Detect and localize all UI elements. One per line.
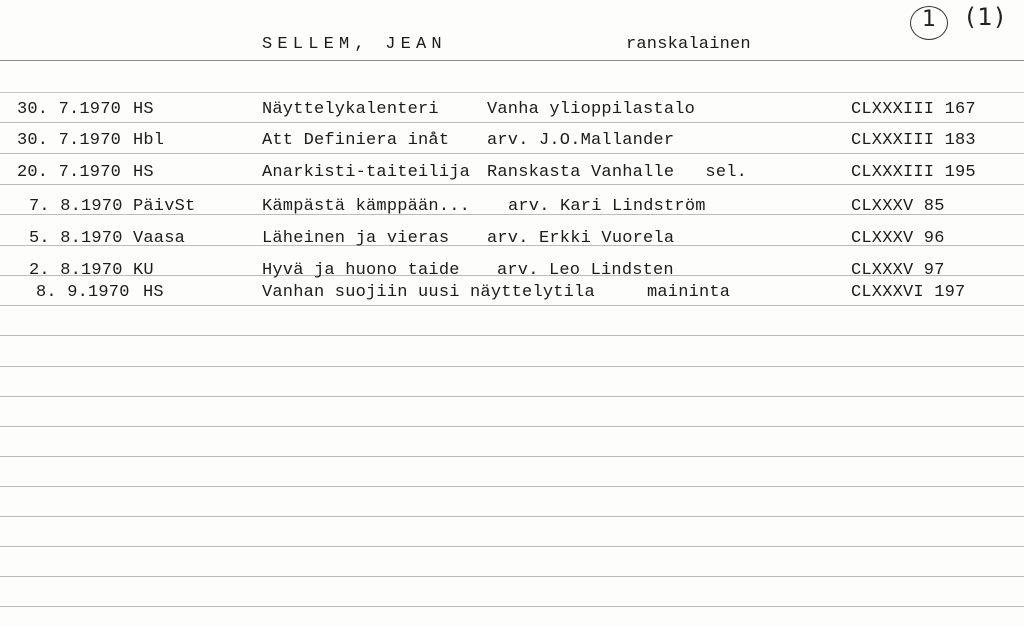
entry-source: PäivSt: [133, 197, 196, 216]
ruled-line: [0, 516, 1024, 517]
entry-title: Vanhan suojiin uusi näyttelytila: [262, 283, 595, 302]
entry-reference: CLXXXV 97: [851, 261, 945, 280]
header-rule: [0, 60, 1024, 61]
entry-note: arv. Erkki Vuorela: [487, 229, 675, 248]
entry-reference: CLXXXIII 195: [851, 163, 976, 182]
artist-name: SELLEM, JEAN: [262, 35, 447, 54]
ruled-line: [0, 576, 1024, 577]
entry-source: HS: [133, 100, 154, 119]
entry-reference: CLXXXIII 183: [851, 131, 976, 150]
ruled-line: [0, 606, 1024, 607]
entry-reference: CLXXXV 85: [851, 197, 945, 216]
entry-reference: CLXXXV 96: [851, 229, 945, 248]
header-rule-secondary: [0, 92, 1024, 93]
entry-date: 30. 7.1970: [17, 131, 122, 150]
entry-note: arv. J.O.Mallander: [487, 131, 675, 150]
entry-title: Anarkisti-taiteilija: [262, 163, 471, 182]
ruled-line: [0, 546, 1024, 547]
entry-note: Ranskasta Vanhalle sel.: [487, 163, 748, 182]
entry-title: Hyvä ja huono taide: [262, 261, 460, 280]
entry-date: 8. 9.1970: [36, 283, 130, 302]
ruled-line: [0, 153, 1024, 154]
entry-source: KU: [133, 261, 154, 280]
ruled-line: [0, 426, 1024, 427]
entry-reference: CLXXXIII 167: [851, 100, 976, 119]
artist-nationality: ranskalainen: [626, 35, 751, 54]
ruled-line: [0, 396, 1024, 397]
entry-title: Läheinen ja vieras: [262, 229, 450, 248]
entry-date: 20. 7.1970: [17, 163, 122, 182]
ruled-line: [0, 366, 1024, 367]
entry-date: 5. 8.1970: [29, 229, 123, 248]
ruled-line: [0, 184, 1024, 185]
ruled-line: [0, 486, 1024, 487]
entry-source: HS: [133, 163, 154, 182]
entry-note: arv. Kari Lindström: [508, 197, 706, 216]
entry-date: 7. 8.1970: [29, 197, 123, 216]
entry-date: 2. 8.1970: [29, 261, 123, 280]
entry-source: Vaasa: [133, 229, 186, 248]
entry-title: Näyttelykalenteri: [262, 100, 439, 119]
entry-source: Hbl: [133, 131, 165, 150]
entry-title: Kämpästä kämppään...: [262, 197, 471, 216]
entry-reference: CLXXXVI 197: [851, 283, 966, 302]
entry-date: 30. 7.1970: [17, 100, 122, 119]
entry-note: maininta: [647, 283, 731, 302]
parenthesized-number-stamp: (1): [966, 3, 1006, 31]
ruled-line: [0, 456, 1024, 457]
entry-title: Att Definiera inåt: [262, 131, 450, 150]
ruled-line: [0, 305, 1024, 306]
entry-note: arv. Leo Lindsten: [497, 261, 674, 280]
ruled-line: [0, 335, 1024, 336]
entry-source: HS: [143, 283, 164, 302]
ruled-line: [0, 122, 1024, 123]
entry-note: Vanha ylioppilastalo: [487, 100, 696, 119]
circled-number-stamp: 1: [910, 6, 948, 40]
